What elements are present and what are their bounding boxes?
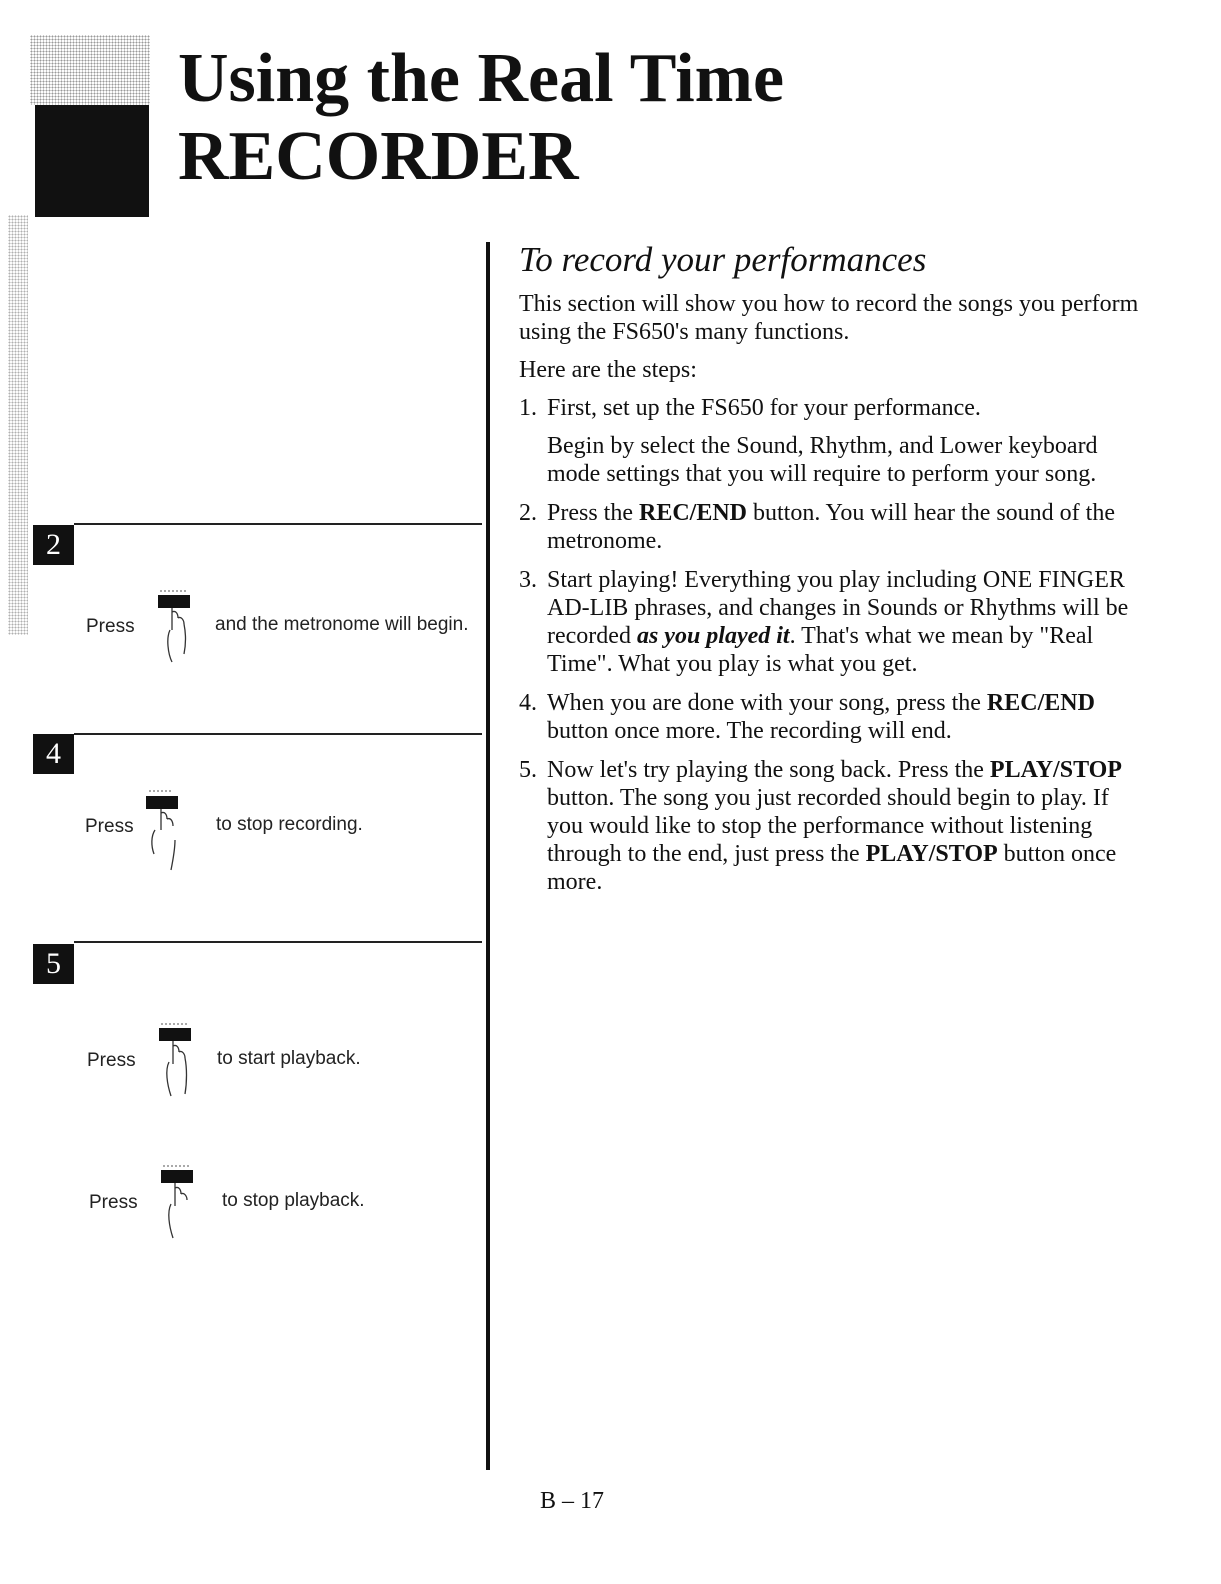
step-2-press-row: [86, 588, 486, 668]
step-5-start-playback-row: [87, 1022, 487, 1102]
step-4-press-row: [85, 788, 485, 868]
step-number: 5.: [519, 757, 537, 783]
column-divider: [486, 242, 490, 1470]
play-stop-button-icon: [157, 1022, 207, 1102]
main-content: [519, 240, 1139, 907]
page-number: B – 17: [540, 1488, 605, 1514]
step-text-cont: button. You will hear the sound of the metronome.: [547, 500, 1115, 554]
steps-intro: Here are the steps:: [519, 357, 697, 383]
press-label: Press: [85, 816, 134, 837]
step-subtext: Begin by select the Sound, Rhythm, and Lower keyboard mode settings that you will require to perform your song.: [547, 433, 1098, 487]
title-line-1: Using the Real Time: [178, 40, 785, 117]
title-line-2: RECORDER: [178, 118, 579, 195]
step-item-2: [519, 499, 1139, 555]
rec-end-button-icon: [145, 788, 195, 873]
steps-list: [519, 394, 1139, 896]
step-2-badge: 2: [33, 525, 74, 565]
step-item-5: [519, 756, 1139, 896]
step-5-rule: [74, 941, 482, 943]
margin-dither-pattern: [8, 215, 28, 635]
step-text: When you are done with your song, press the: [547, 690, 987, 716]
step-text-cont: . That's what we mean by "Real Time". What you play is what you get.: [547, 623, 1094, 677]
step-number: 2.: [519, 500, 537, 526]
emphasis-text: as you played it: [636, 623, 790, 649]
step-5-stop-description: to stop playback.: [222, 1190, 365, 1211]
step-item-1: [519, 394, 1139, 488]
step-5-stop-playback-row: [89, 1164, 489, 1244]
button-name-play-stop: PLAY/STOP: [865, 841, 998, 867]
step-text-cont: button once more. The recording will end.: [547, 718, 952, 744]
step-number: 1.: [519, 395, 537, 421]
step-text: Start playing! Everything you play including ONE FINGER AD-LIB phrases, and changes in Sounds or Rhythms will be recorded: [547, 567, 1129, 649]
step-4-badge: 4: [33, 734, 74, 774]
intro-paragraph: This section will show you how to record the songs you perform using the FS650's many functions.: [519, 291, 1139, 345]
header-black-block: [35, 105, 149, 217]
play-stop-button-icon: [156, 588, 206, 668]
step-text: Press the: [547, 500, 639, 526]
play-stop-button-icon: [159, 1164, 209, 1244]
step-text-cont: button once more.: [547, 841, 1117, 895]
step-2-rule: [74, 523, 482, 525]
press-label: Press: [89, 1192, 138, 1213]
button-name-rec-end: REC/END: [986, 690, 1095, 716]
header-dither-pattern: [30, 35, 150, 105]
press-label: Press: [86, 616, 135, 637]
step-text: Now let's try playing the song back. Press the: [547, 757, 990, 783]
step-number: 4.: [519, 690, 537, 716]
section-title: To record your performances: [519, 240, 927, 279]
press-label: Press: [87, 1050, 136, 1071]
step-item-4: [519, 689, 1139, 745]
button-name-rec-end: REC/END: [639, 500, 748, 526]
step-item-3: [519, 566, 1139, 678]
page-title: [178, 40, 784, 196]
step-number: 3.: [519, 567, 537, 593]
step-text: First, set up the FS650 for your performance.: [547, 395, 981, 421]
button-name-play-stop: PLAY/STOP: [989, 757, 1122, 783]
step-4-rule: [74, 733, 482, 735]
step-2-description: and the metronome will begin.: [215, 614, 469, 635]
step-5-start-description: to start playback.: [217, 1048, 361, 1069]
step-text-mid: button. The song you just recorded should begin to play. If you would like to stop the performance without listening through to the end, just press the: [547, 785, 1109, 867]
step-5-badge: 5: [33, 944, 74, 984]
step-4-description: to stop recording.: [216, 814, 363, 835]
